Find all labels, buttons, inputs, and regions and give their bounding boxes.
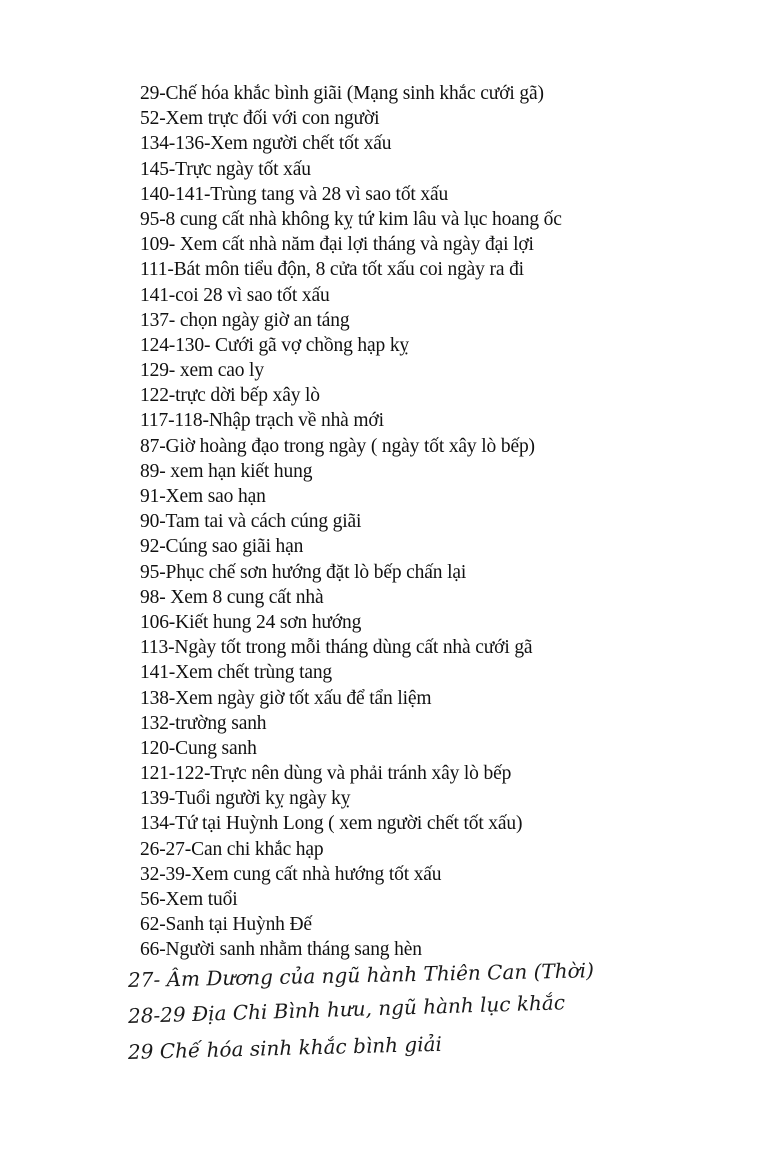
list-item: 124-130- Cưới gã vợ chồng hạp kỵ — [140, 334, 410, 356]
list-item: 117-118-Nhập trạch về nhà mới — [140, 410, 384, 432]
list-item: 141-coi 28 vì sao tốt xấu — [140, 284, 330, 306]
list-item: 138-Xem ngày giờ tốt xấu để tẩn liệm — [140, 687, 432, 709]
list-item: 122-trực dời bếp xây lò — [140, 385, 320, 407]
list-item: 134-136-Xem người chết tốt xấu — [140, 133, 392, 155]
handwritten-notes — [127, 958, 758, 1070]
list-item: 139-Tuổi người kỵ ngày kỵ — [140, 788, 351, 810]
list-item: 87-Giờ hoàng đạo trong ngày ( ngày tốt xây lò bếp) — [140, 435, 535, 457]
list-item: 29-Chế hóa khắc bình giãi (Mạng sinh khắc cưới gã) — [140, 83, 544, 104]
handwritten-note: 29 Chế hóa sinh khắc bình giải — [127, 1031, 443, 1064]
list-item: 129- xem cao ly — [140, 360, 264, 382]
list-item: 141-Xem chết trùng tang — [140, 662, 333, 684]
list-item: 145-Trực ngày tốt xấu — [140, 158, 311, 180]
list-item: 137- chọn ngày giờ an táng — [140, 309, 350, 331]
list-item: 89- xem hạn kiết hung — [140, 460, 313, 482]
list-item: 111-Bát môn tiểu độn, 8 cửa tốt xấu coi ngày ra đi — [140, 259, 524, 281]
list-item: 62-Sanh tại Huỳnh Đế — [140, 914, 312, 936]
list-item: 120-Cung sanh — [140, 737, 257, 759]
list-item: 140-141-Trùng tang và 28 vì sao tốt xấu — [140, 183, 449, 205]
list-item: 98- Xem 8 cung cất nhà — [140, 586, 324, 608]
typed-index-list — [140, 81, 760, 963]
list-item: 95-Phục chế sơn hướng đặt lò bếp chấn lại — [140, 561, 467, 583]
list-item: 113-Ngày tốt trong mỗi tháng dùng cất nhà cưới gã — [140, 637, 533, 659]
list-item: 109- Xem cất nhà năm đại lợi tháng và ngày đại lợi — [140, 234, 534, 256]
list-item: 90-Tam tai và cách cúng giãi — [140, 511, 362, 533]
list-item: 121-122-Trực nên dùng và phải tránh xây lò bếp — [140, 763, 512, 785]
list-item: 52-Xem trực đối với con người — [140, 108, 380, 130]
list-item: 92-Cúng sao giãi hạn — [140, 536, 304, 558]
list-item: 134-Tứ tại Huỳnh Long ( xem người chết tốt xấu) — [140, 813, 523, 835]
list-item: 56-Xem tuổi — [140, 889, 238, 910]
list-item: 32-39-Xem cung cất nhà hướng tốt xấu — [140, 863, 442, 885]
list-item: 91-Xem sao hạn — [140, 486, 266, 507]
list-item: 95-8 cung cất nhà không kỵ tứ kim lâu và lục hoang ốc — [140, 208, 562, 230]
list-item: 26-27-Can chi khắc hạp — [140, 838, 324, 860]
list-item: 106-Kiết hung 24 sơn hướng — [140, 611, 362, 633]
handwritten-note: 28-29 Địa Chi Bình hưu, ngũ hành lục khắc — [127, 990, 566, 1028]
list-item: 66-Người sanh nhằm tháng sang hèn — [140, 939, 422, 961]
list-item: 132-trường sanh — [140, 712, 267, 734]
handwritten-note: 27- Âm Dương của ngũ hành Thiên Can (Thời) — [127, 958, 595, 992]
